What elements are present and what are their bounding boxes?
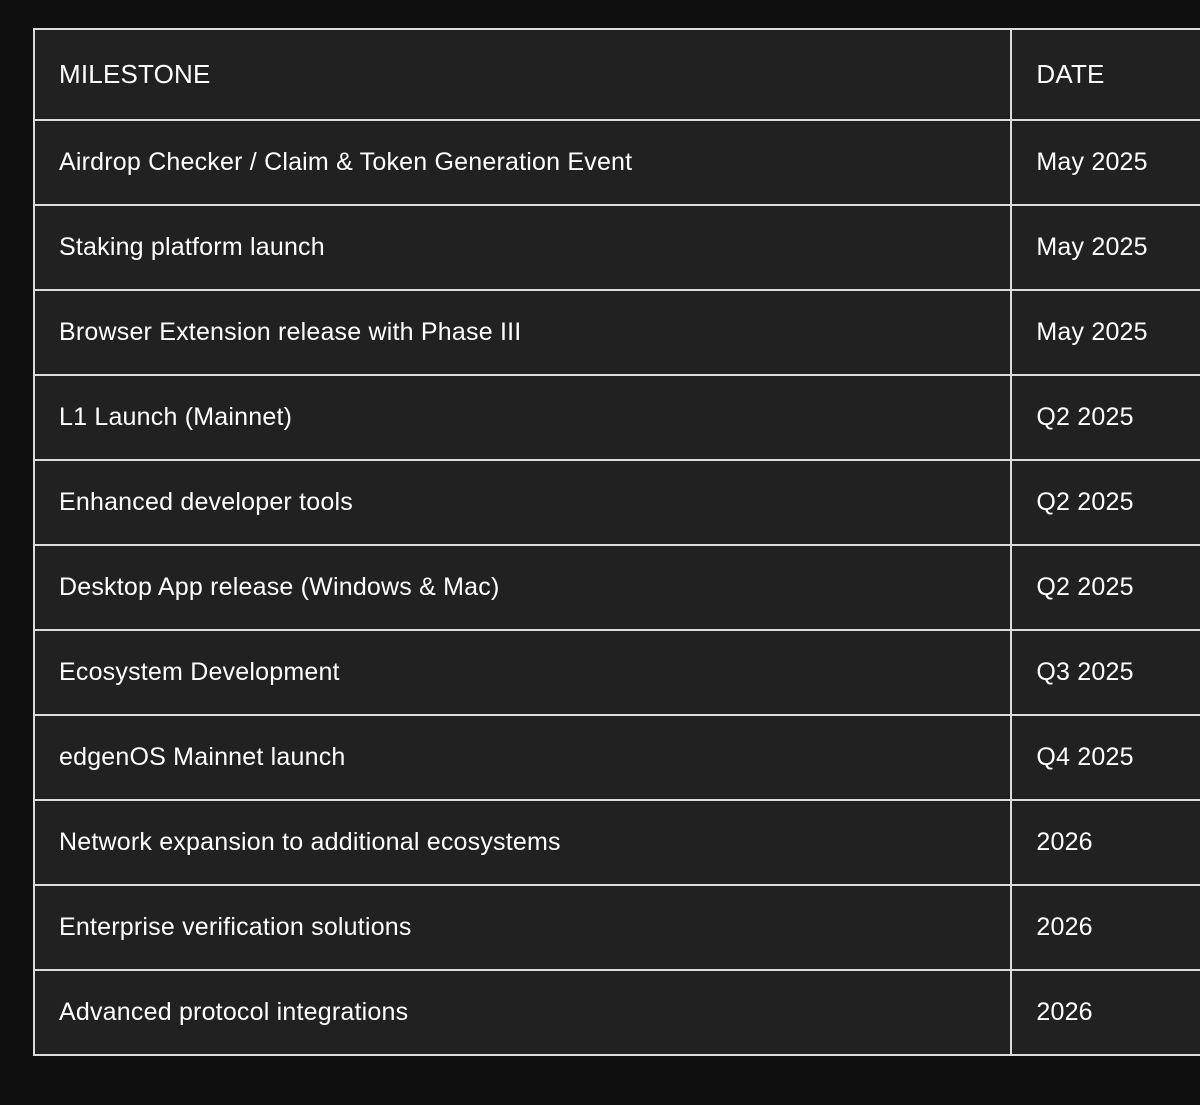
milestone-cell: Enterprise verification solutions — [34, 885, 1011, 970]
date-cell: May 2025 — [1011, 205, 1200, 290]
table-header-row — [34, 29, 1200, 120]
milestone-cell: Network expansion to additional ecosystems — [34, 800, 1011, 885]
date-cell: 2026 — [1011, 970, 1200, 1055]
date-cell: 2026 — [1011, 800, 1200, 885]
milestone-cell: Advanced protocol integrations — [34, 970, 1011, 1055]
milestone-cell: Browser Extension release with Phase III — [34, 290, 1011, 375]
table-row — [34, 205, 1200, 290]
table-row — [34, 970, 1200, 1055]
date-cell: May 2025 — [1011, 120, 1200, 205]
table-row — [34, 545, 1200, 630]
date-cell: Q2 2025 — [1011, 375, 1200, 460]
milestone-table-container — [33, 28, 1200, 1056]
date-cell: Q4 2025 — [1011, 715, 1200, 800]
milestone-cell: L1 Launch (Mainnet) — [34, 375, 1011, 460]
milestone-cell: edgenOS Mainnet launch — [34, 715, 1011, 800]
milestone-cell: Airdrop Checker / Claim & Token Generation Event — [34, 120, 1011, 205]
date-cell: Q3 2025 — [1011, 630, 1200, 715]
table-row — [34, 375, 1200, 460]
milestone-table — [33, 28, 1200, 1056]
table-row — [34, 885, 1200, 970]
date-cell: Q2 2025 — [1011, 545, 1200, 630]
table-row — [34, 715, 1200, 800]
milestone-cell: Staking platform launch — [34, 205, 1011, 290]
date-column-header: DATE — [1011, 29, 1200, 120]
table-row — [34, 800, 1200, 885]
milestone-column-header: MILESTONE — [34, 29, 1011, 120]
date-cell: May 2025 — [1011, 290, 1200, 375]
milestone-cell: Ecosystem Development — [34, 630, 1011, 715]
table-row — [34, 630, 1200, 715]
table-row — [34, 460, 1200, 545]
table-row — [34, 120, 1200, 205]
table-row — [34, 290, 1200, 375]
milestone-cell: Desktop App release (Windows & Mac) — [34, 545, 1011, 630]
date-cell: Q2 2025 — [1011, 460, 1200, 545]
milestone-cell: Enhanced developer tools — [34, 460, 1011, 545]
date-cell: 2026 — [1011, 885, 1200, 970]
